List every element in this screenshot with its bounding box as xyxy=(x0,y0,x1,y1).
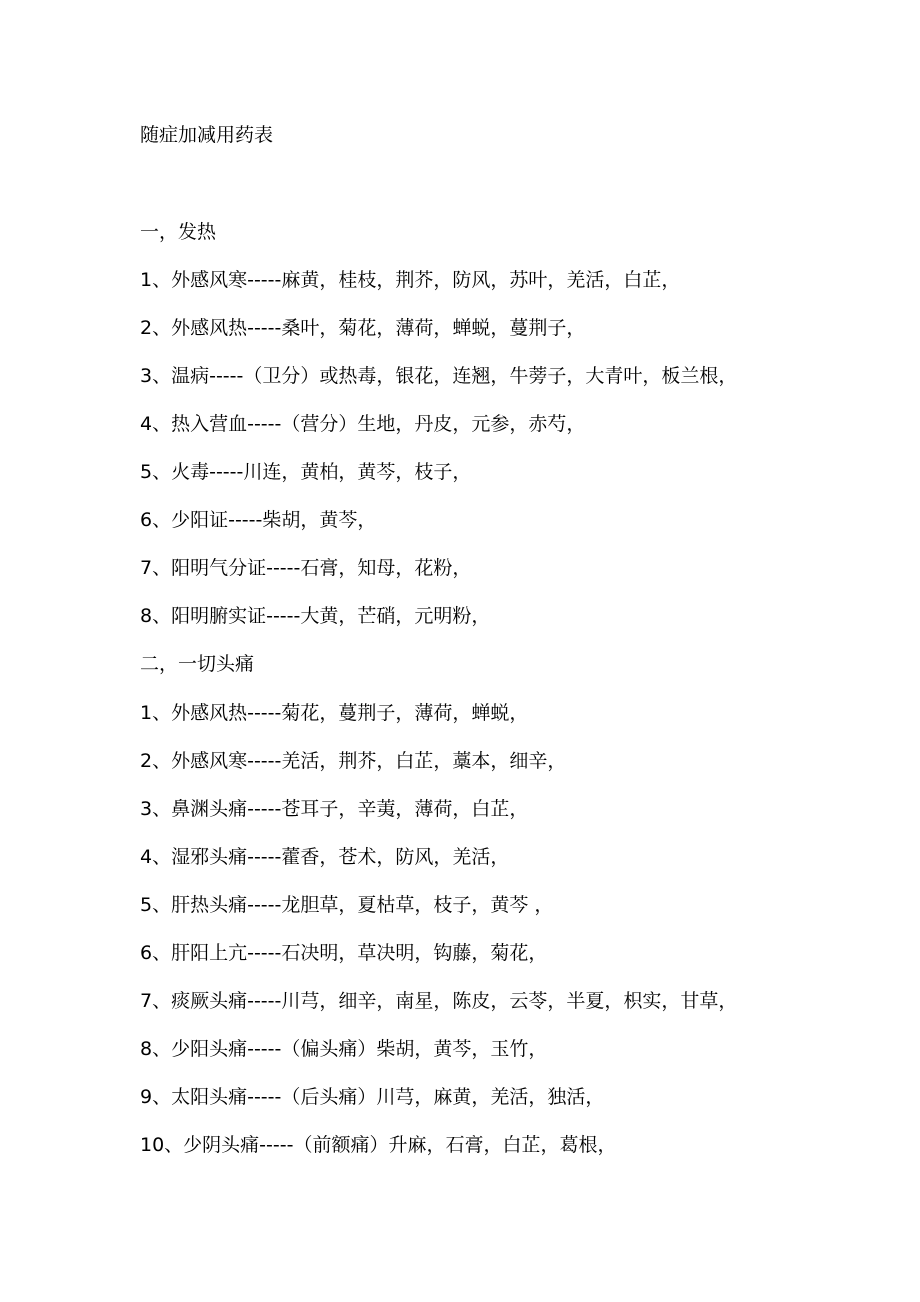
fever-item-3: 3、温病-----（卫分）或热毒，银花，连翘，牛蒡子，大青叶，板兰根， xyxy=(140,365,738,387)
fever-item-1: 1、外感风寒-----麻黄，桂枝，荆芥，防风，苏叶，羌活，白芷， xyxy=(140,269,681,291)
headache-item-8: 8、少阳头痛-----（偏头痛）柴胡，黄芩，玉竹， xyxy=(140,1038,548,1060)
section-heading-headache: 二，一切头痛 xyxy=(140,653,255,675)
headache-item-7: 7、痰厥头痛-----川芎，细辛，南星，陈皮，云苓，半夏，枳实，甘草， xyxy=(140,990,738,1012)
fever-item-5: 5、火毒-----川连，黄柏，黄芩，枝子， xyxy=(140,461,472,483)
headache-item-4: 4、湿邪头痛-----藿香，苍术，防风，羌活， xyxy=(140,846,510,868)
fever-item-7: 7、阳明气分证-----石膏，知母，花粉， xyxy=(140,557,472,579)
headache-item-6: 6、肝阳上亢-----石决明，草决明，钩藤，菊花， xyxy=(140,942,548,964)
headache-item-3: 3、鼻渊头痛-----苍耳子，辛荑，薄荷，白芷， xyxy=(140,798,529,820)
fever-item-6: 6、少阳证-----柴胡，黄芩， xyxy=(140,509,377,531)
headache-item-1: 1、外感风热-----菊花，蔓荆子，薄荷，蝉蜕， xyxy=(140,702,529,724)
headache-item-2: 2、外感风寒-----羌活，荆芥，白芷，藁本，细辛， xyxy=(140,750,567,772)
fever-item-8: 8、阳明腑实证-----大黄，芒硝，元明粉， xyxy=(140,605,491,627)
document-title: 随症加减用药表 xyxy=(140,124,274,146)
headache-item-5: 5、肝热头痛-----龙胆草，夏枯草，枝子，黄芩 ， xyxy=(140,894,554,916)
section-heading-fever: 一，发热 xyxy=(140,221,217,243)
fever-item-2: 2、外感风热-----桑叶，菊花，薄荷，蝉蜕，蔓荆子， xyxy=(140,317,586,339)
headache-item-9: 9、太阳头痛-----（后头痛）川芎，麻黄，羌活，独活， xyxy=(140,1086,605,1108)
headache-item-10: 10、少阴头痛-----（前额痛）升麻，石膏，白芷，葛根， xyxy=(140,1134,617,1156)
fever-item-4: 4、热入营血-----（营分）生地，丹皮，元参，赤芍， xyxy=(140,413,586,435)
